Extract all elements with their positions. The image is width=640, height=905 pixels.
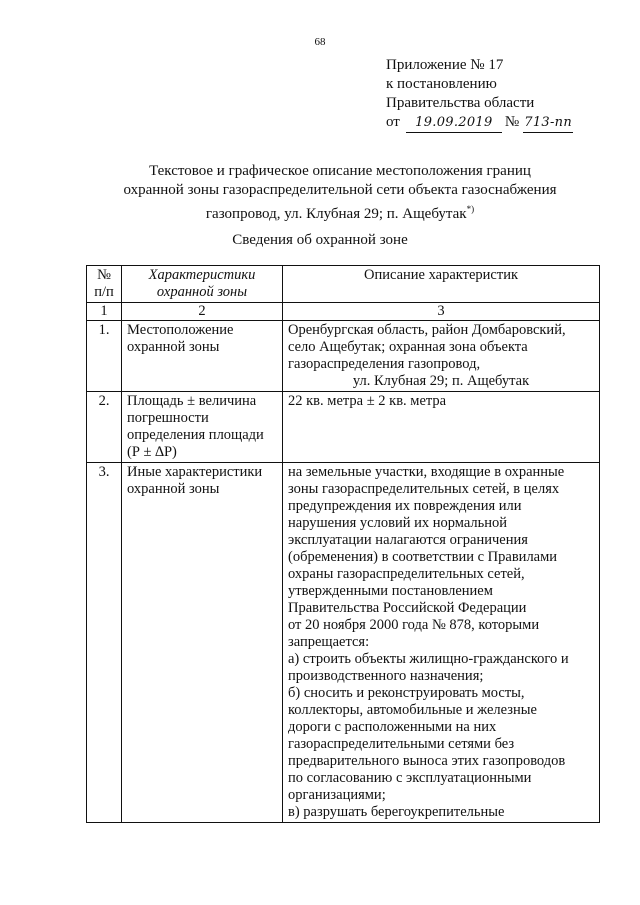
header-description: Описание характеристик	[283, 266, 600, 303]
title-line-3: газопровод, ул. Клубная 29; п. Ащебутак*)	[205, 204, 475, 222]
row-number: 2.	[87, 392, 122, 463]
date-field	[406, 113, 502, 133]
row-description: Оренбургская область, район Домбаровский, село Ащебутак; охранная зона объекта газораспределения газопровод, ул. Клубная 29; п. Ащебутак	[283, 321, 600, 392]
row-number: 3.	[87, 463, 122, 823]
table-header-row	[87, 266, 600, 303]
number-field	[523, 113, 573, 133]
appendix-line-1: Приложение № 17	[386, 57, 504, 73]
row-description: на земельные участки, входящие в охранные зоны газораспределительных сетей, в целях предупреждения их повреждения или нарушения условий их нормальной эксплуатации налагаются ограничения (обременения) в соответствии с Правилами охраны газораспределительных сетей, утвержденными постановлением Правительства Российской Федерации от 20 ноября 2000 года № 878, которыми запрещается: а) строить объекты жилищно-гражданского и производственного назначения; б) сносить и реконструировать мосты, коллекторы, автомобильные и железные дороги с расположенными на них газораспределительными сетями без предварительного выноса этих газопроводов по согласованию с эксплуатационными организациями; в) разрушать берегоукрепительные	[283, 463, 600, 823]
section-subtitle: Сведения об охранной зоне	[232, 232, 408, 248]
number-prefix: №	[504, 114, 520, 130]
row-description: 22 кв. метра ± 2 кв. метра	[283, 392, 600, 463]
date-prefix: от	[386, 114, 400, 130]
appendix-line-2: к постановлению	[386, 76, 497, 92]
table-row	[87, 321, 600, 392]
table-row	[87, 392, 600, 463]
handwritten-number: 713-пп	[524, 115, 573, 130]
document-title	[60, 162, 620, 224]
row-characteristic: Иные характеристики охранной зоны	[122, 463, 283, 823]
title-line-1: Текстовое и графическое описание местоположения границ	[149, 163, 531, 179]
appendix-line-3: Правительства области	[386, 95, 535, 111]
zone-info-table	[86, 265, 600, 823]
index-cell: 1	[87, 303, 122, 321]
handwritten-date: 19.09.2019	[415, 115, 493, 130]
page-number: 68	[314, 36, 326, 48]
appendix-header	[386, 56, 573, 133]
appendix-date-line	[386, 113, 573, 133]
title-line-2: охранной зоны газораспределительной сети объекта газоснабжения	[123, 182, 557, 198]
index-cell: 2	[122, 303, 283, 321]
footnote-mark: *)	[466, 204, 475, 214]
header-number: № п/п	[87, 266, 122, 303]
row-number: 1.	[87, 321, 122, 392]
table-row	[87, 463, 600, 823]
table-index-row	[87, 303, 600, 321]
row-characteristic: Площадь ± величина погрешности определения площади (Р ± ∆Р)	[122, 392, 283, 463]
header-characteristics: Характеристики охранной зоны	[122, 266, 283, 303]
index-cell: 3	[283, 303, 600, 321]
row-characteristic: Местоположение охранной зоны	[122, 321, 283, 392]
